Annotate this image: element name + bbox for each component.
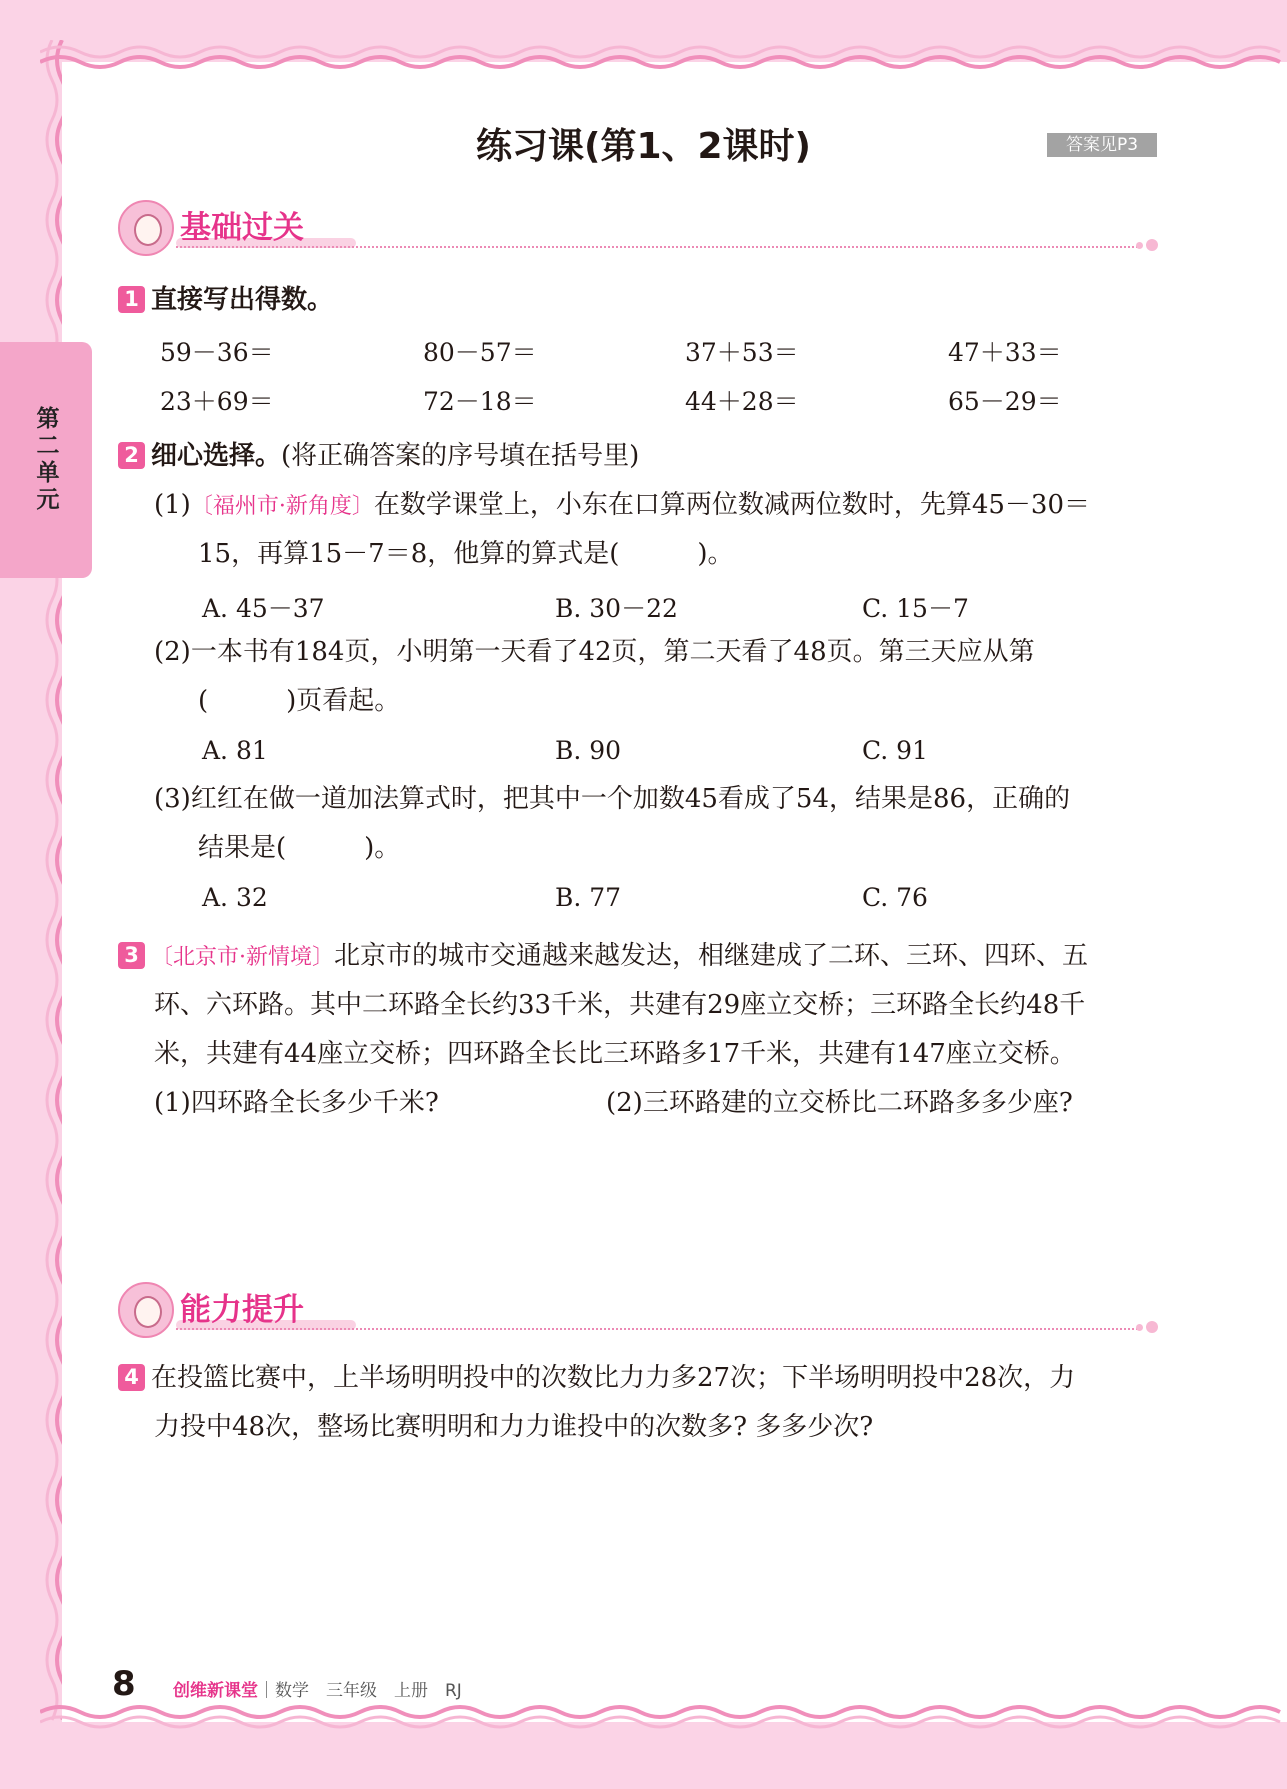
subquestion-2-line-1: (2)一本书有184页，小明第一天看了42页，第二天看了48页。第三天应从第	[154, 637, 1035, 667]
calc-item: 23＋69＝	[160, 387, 274, 416]
calc-item: 37＋53＝	[685, 338, 799, 367]
decor-dot	[1146, 239, 1158, 251]
question-1-heading	[118, 276, 333, 325]
calc-item: 72－18＝	[423, 387, 537, 416]
question-text: 在投篮比赛中，上半场明明投中的次数比力力多27次；下半场明明投中28次，力	[151, 1363, 1076, 1393]
calc-item: 80－57＝	[423, 338, 537, 367]
subquestion-2-line-2: ( )页看起。	[198, 686, 401, 716]
option-b: B. 30－22	[555, 594, 678, 623]
question-note: (将正确答案的序号填在括号里)	[281, 441, 640, 471]
calc-item: 65－29＝	[948, 387, 1062, 416]
subquestion-prefix: (1)	[154, 490, 191, 520]
source-tag: 〔福州市·新角度〕	[190, 494, 374, 519]
footer-subject: ｜数学 三年级 上册 RJ	[258, 1681, 462, 1701]
option-b: B. 77	[555, 883, 622, 912]
subquestion-1-line-1	[154, 481, 1090, 531]
subquestion-text: 在数学课堂上，小东在口算两位数减两位数时，先算45－30＝	[373, 490, 1091, 520]
section-title: 基础过关	[180, 210, 304, 246]
calc-item: 47＋33＝	[948, 338, 1062, 367]
question-3-sub-1: (1)四环路全长多少千米?	[154, 1088, 439, 1118]
answer-reference-badge: 答案见P3	[1047, 133, 1157, 157]
option-a: A. 45－37	[202, 594, 325, 623]
question-title: 细心选择。	[151, 441, 282, 471]
subquestion-3-line-2: 结果是( )。	[198, 833, 401, 863]
footer-brand: 创维新课堂	[173, 1681, 258, 1701]
question-2-heading	[118, 432, 639, 481]
question-text: 北京市的城市交通越来越发达，相继建成了二环、三环、四环、五	[334, 941, 1089, 971]
question-number: 2	[118, 442, 145, 469]
footer-info	[173, 1676, 462, 1701]
question-3-line-2: 环、六环路。其中二环路全长约33千米，共建有29座立交桥；三环路全长约48千	[154, 990, 1086, 1020]
dotted-rule	[176, 1328, 1138, 1330]
wavy-border-top	[40, 32, 1287, 102]
mascot-icon	[118, 1282, 174, 1338]
option-b: B. 90	[555, 736, 622, 765]
option-a: A. 32	[202, 883, 268, 912]
option-c: C. 91	[862, 736, 928, 765]
decor-dot	[1136, 242, 1143, 249]
option-c: C. 76	[862, 883, 928, 912]
question-number: 1	[118, 286, 145, 313]
question-number: 3	[118, 942, 145, 969]
subquestion-3-line-1: (3)红红在做一道加法算式时，把其中一个加数45看成了54，结果是86，正确的	[154, 784, 1071, 814]
dotted-rule	[176, 246, 1138, 248]
section-header-basic	[118, 196, 1158, 256]
option-c: C. 15－7	[862, 594, 969, 623]
unit-tab-label: 第二单元	[32, 406, 59, 514]
option-a: A. 81	[202, 736, 268, 765]
page-number: 8	[112, 1664, 136, 1704]
source-tag: 〔北京市·新情境〕	[151, 945, 334, 970]
mascot-icon	[118, 200, 174, 256]
subquestion-1-line-2: 15，再算15－7＝8，他算的算式是( )。	[198, 539, 734, 569]
question-3-sub-2: (2)三环路建的立交桥比二环路多多少座?	[606, 1088, 1073, 1118]
decor-dot	[1136, 1324, 1143, 1331]
question-3-line-1	[118, 932, 1088, 982]
question-4-line-2: 力投中48次，整场比赛明明和力力谁投中的次数多? 多多少次?	[154, 1412, 874, 1442]
calc-item: 59－36＝	[160, 338, 274, 367]
decor-dot	[1146, 1321, 1158, 1333]
page-title: 练习课(第1、2课时)	[475, 126, 811, 167]
question-4-line-1	[118, 1354, 1075, 1403]
unit-tab	[0, 342, 92, 578]
section-header-advanced	[118, 1278, 1158, 1338]
calc-item: 44＋28＝	[685, 387, 799, 416]
question-number: 4	[118, 1364, 145, 1391]
section-title: 能力提升	[180, 1292, 304, 1328]
question-title: 直接写出得数。	[151, 285, 334, 315]
question-3-line-3: 米，共建有44座立交桥；四环路全长比三环路多17千米，共建有147座立交桥。	[154, 1039, 1076, 1069]
